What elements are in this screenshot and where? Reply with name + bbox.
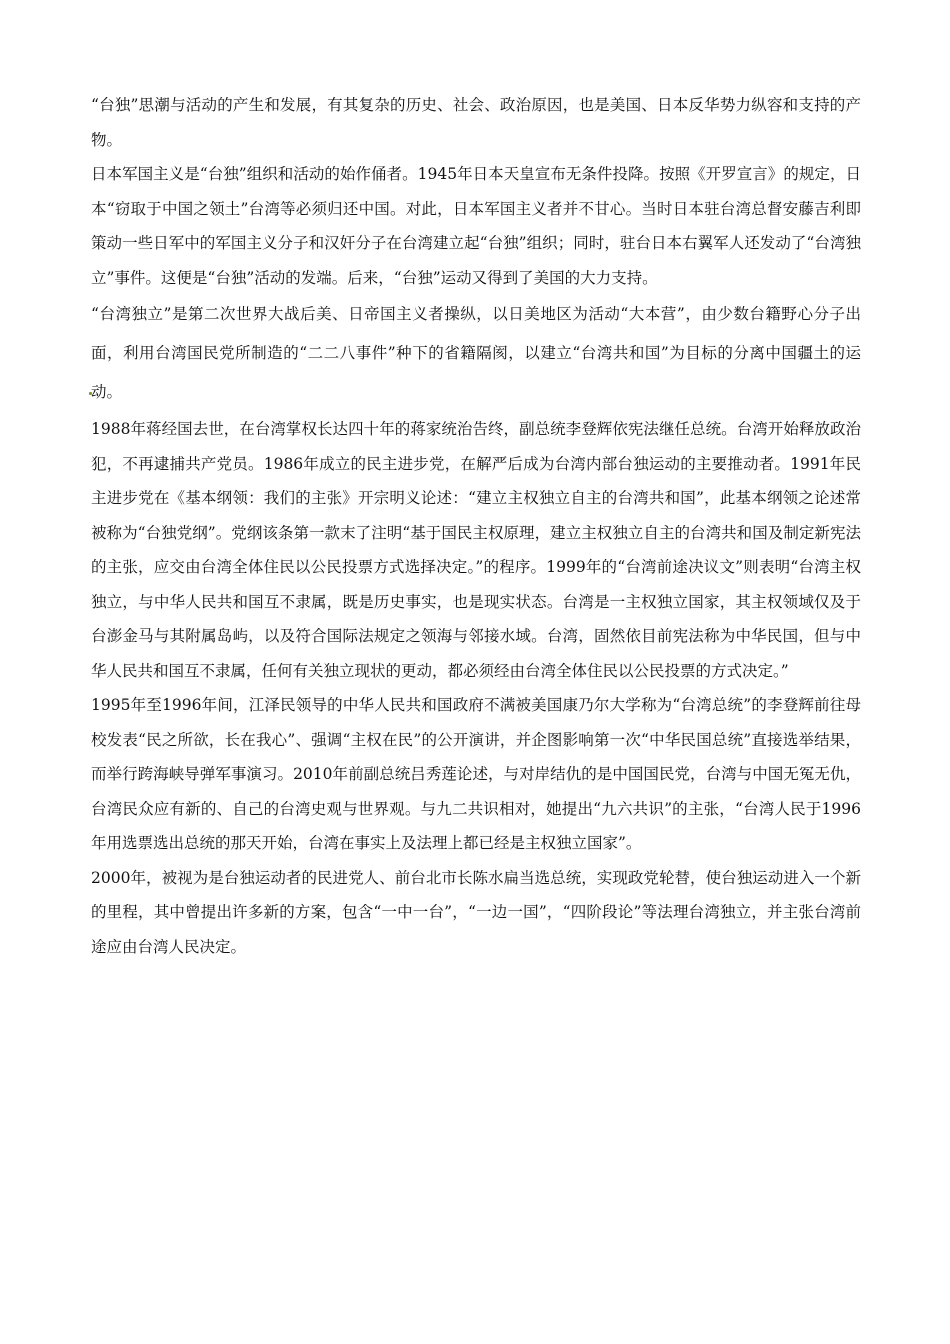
paragraph-5: 1995年至1996年间，江泽民领导的中华人民共和国政府不满被美国康乃尔大学称为“台湾总统”的李登辉前往母校发表“民之所欲，长在我心”、强调“主权在民”的公开演讲，并企图影响第一次“中华民国总统”直接选举结果，而举行跨海峡导弹军事演习。2010年前副总统吕秀莲论述，与对岸结仇的是中国国民党，台湾与中国无冤无仇，台湾民众应有新的、自己的台湾史观与世界观。与九二共识相对，她提出“九六共识”的主张，“台湾人民于1996年用选票选出总统的那天开始，台湾在事实上及法理上都已经是主权独立国家”。 <box>91 696 861 852</box>
paragraph-1: “台独”思潮与活动的产生和发展，有其复杂的历史、社会、政治原因，也是美国、日本反华势力纵容和支持的产物。 <box>91 96 861 149</box>
paragraph-6: 2000年，被视为是台独运动者的民进党人、前台北市长陈水扁当选总统，实现政党轮替，使台独运动进入一个新的里程，其中曾提出许多新的方案，包含“一中一台”，“一边一国”，“四阶段论”等法理台湾独立，并主张台湾前途应由台湾人民决定。 <box>91 868 861 956</box>
document-body <box>91 88 861 964</box>
paragraph-2: 日本军国主义是“台独”组织和活动的始作俑者。1945年日本天皇宣布无条件投降。按照《开罗宣言》的规定，日本“窃取于中国之领土”台湾等必须归还中国。对此，日本军国主义者并不甘心。当时日本驻台湾总督安藤吉利即策动一些日军中的军国主义分子和汉奸分子在台湾建立起“台独”组织；同时，驻台日本右翼军人还发动了“台湾独立”事件。这便是“台独”活动的发端。后来，“台独”运动又得到了美国的大力支持。 <box>91 165 861 287</box>
paragraph-4: 1988年蒋经国去世，在台湾掌权长达四十年的蒋家统治告终，副总统李登辉依宪法继任总统。台湾开始释放政治犯，不再逮捕共产党员。1986年成立的民主进步党，在解严后成为台湾内部台独运动的主要推动者。1991年民主进步党在《基本纲领：我们的主张》开宗明义论述：“建立主权独立自主的台湾共和国”，此基本纲领之论述常被称为“台独党纲”。党纲该条第一款末了注明“基于国民主权原理，建立主权独立自主的台湾共和国及制定新宪法的主张，应交由台湾全体住民以公民投票方式选择决定。”的程序。1999年的“台湾前途决议文”则表明“台湾主权独立，与中华人民共和国互不隶属，既是历史事实，也是现实状态。台湾是一主权独立国家，其主权领域仅及于台澎金马与其附属岛屿，以及符合国际法规定之领海与邻接水域。台湾，固然依目前宪法称为中华民国，但与中华人民共和国互不隶属，任何有关独立现状的更动，都必须经由台湾全体住民以公民投票的方式决定。” <box>91 420 861 680</box>
paragraph-3: “台湾独立”是第二次世界大战后美、日帝国主义者操纵，以日美地区为活动“大本营”，由少数台籍野心分子出面，利用台湾国民党所制造的“二二八事件”种下的省籍隔阂，以建立“台湾共和国”为目标的分离中国疆土的运动。 <box>91 305 861 401</box>
